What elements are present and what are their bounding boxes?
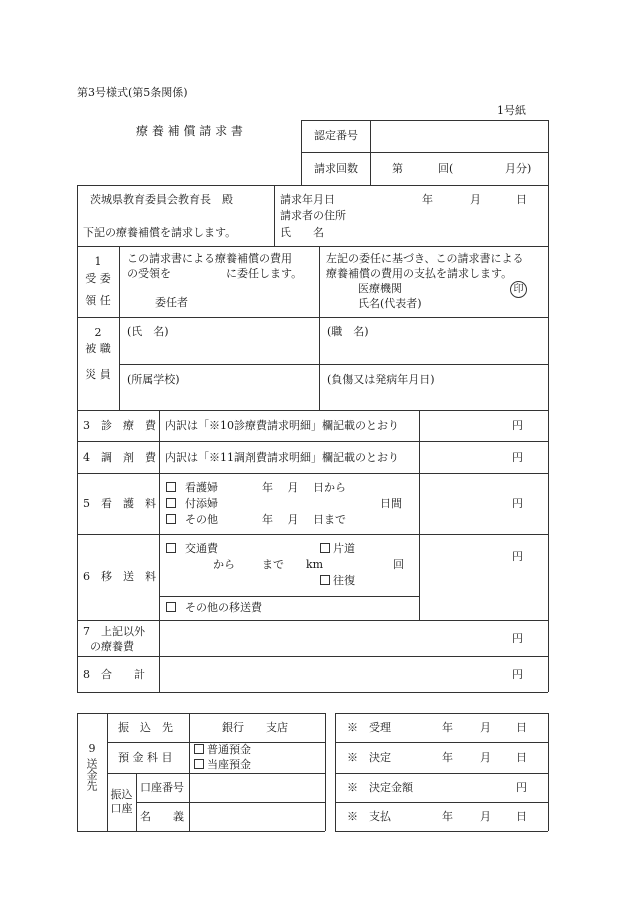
roundtrip-label: 往復 xyxy=(333,574,355,587)
paid-year: 年 xyxy=(442,810,453,823)
transport-km: km xyxy=(306,558,324,571)
current-deposit-label: 当座預金 xyxy=(207,758,251,771)
attendant-checkbox-row[interactable] xyxy=(166,497,218,510)
claim-date-month: 月 xyxy=(470,193,481,206)
seal-mark: 印 xyxy=(510,281,527,298)
attendant-checkbox[interactable] xyxy=(166,498,176,508)
paid-day: 日 xyxy=(516,810,527,823)
delegation-right-text-1: 左記の委任に基づき、この請求書による xyxy=(326,252,524,265)
ordinary-deposit-row[interactable] xyxy=(194,743,251,756)
claim-date-label: 請求年月日 xyxy=(280,193,335,206)
received-year: 年 xyxy=(442,721,453,734)
delegation-number: 1 xyxy=(94,255,102,268)
injured-number: 2 xyxy=(94,326,102,339)
injured-name-label: (氏 名) xyxy=(127,325,169,338)
delegation-label-1: 受 委 xyxy=(85,272,111,285)
injury-date-label: (負傷又は発病年月日) xyxy=(327,373,435,386)
claimant-name-label: 氏 名 xyxy=(280,226,324,239)
medical-fee-unit: 円 xyxy=(512,419,523,432)
delegation-label-2: 領 任 xyxy=(85,294,111,307)
claim-date-day: 日 xyxy=(516,193,527,206)
nursing-fee-unit: 円 xyxy=(512,497,523,510)
nurse-checkbox[interactable] xyxy=(166,482,176,492)
oneway-label: 片道 xyxy=(333,542,355,555)
claim-count-no: 第 xyxy=(392,162,403,175)
injured-label-2: 災 員 xyxy=(85,368,111,381)
total-label: 8 合 計 xyxy=(83,668,145,681)
sheet-number: 1号紙 xyxy=(497,104,526,117)
deposit-type-label: 預 金 科 目 xyxy=(118,751,173,764)
transport-times: 回 xyxy=(393,558,404,571)
received-month: 月 xyxy=(480,721,491,734)
other-transport-label: その他の移送費 xyxy=(185,601,262,614)
decided-amount-unit: 円 xyxy=(516,781,527,794)
account-number-label: 口座番号 xyxy=(140,781,184,794)
other-nursing-checkbox[interactable] xyxy=(166,514,176,524)
other-fee-label-1: 7 上記以外 xyxy=(83,625,145,638)
transfer-account-label-1: 振込 xyxy=(110,788,133,801)
delegation-left-text-1: この請求書による療養補償の費用 xyxy=(127,252,292,265)
claim-statement: 下記の療養補償を請求します。 xyxy=(83,226,237,239)
form-number: 第3号様式(第5条関係) xyxy=(77,86,188,99)
injured-label-1: 被 職 xyxy=(85,342,111,355)
transfer-to-label: 振 込 先 xyxy=(118,721,173,734)
oneway-checkbox[interactable] xyxy=(320,543,330,553)
transit-label: 交通費 xyxy=(185,542,218,555)
ordinary-deposit-label: 普通預金 xyxy=(207,743,251,756)
roundtrip-checkbox-row[interactable] xyxy=(320,574,355,587)
injured-position-label: (職 名) xyxy=(327,325,369,338)
other-transport-checkbox-row[interactable] xyxy=(166,601,262,614)
bank-branch-label: 銀行 支店 xyxy=(222,721,288,734)
other-nursing-checkbox-row[interactable] xyxy=(166,513,218,526)
nursing-from-date: 年 月 日から xyxy=(262,481,346,494)
addressee-line: 茨城県教育委員会教育長 殿 xyxy=(90,193,233,206)
decided-year: 年 xyxy=(442,751,453,764)
claim-count-month: 月分) xyxy=(505,162,532,175)
transit-checkbox-row[interactable] xyxy=(166,542,218,555)
total-unit: 円 xyxy=(512,668,523,681)
medical-fee-label: 3 診 療 費 xyxy=(83,419,156,432)
received-day: 日 xyxy=(516,721,527,734)
delegation-right-text-2: 療養補償の費用の支払を請求します。 xyxy=(326,267,513,280)
other-fee-unit: 円 xyxy=(512,632,523,645)
transport-fee-unit: 円 xyxy=(512,550,523,563)
cert-number-value[interactable] xyxy=(375,129,543,142)
delegator-label: 委任者 xyxy=(155,296,188,309)
nurse-label: 看護婦 xyxy=(185,481,218,494)
remittance-label: 送金先 xyxy=(85,758,98,791)
received-label: ※ 受理 xyxy=(347,721,391,734)
decided-month: 月 xyxy=(480,751,491,764)
claim-count-times: 回( xyxy=(438,162,454,175)
transfer-account-label-2: 口座 xyxy=(110,802,133,815)
transport-from: から xyxy=(213,558,235,571)
nursing-to-date: 年 月 日まで xyxy=(262,513,346,526)
paid-label: ※ 支払 xyxy=(347,810,391,823)
other-fee-label-2: の療養費 xyxy=(90,640,134,653)
medical-fee-detail: 内訳は「※10診療費請求明細」欄記載のとおり xyxy=(165,419,399,432)
other-nursing-label: その他 xyxy=(185,513,218,526)
other-transport-checkbox[interactable] xyxy=(166,602,176,612)
claim-date-year: 年 xyxy=(422,193,433,206)
claimant-address-label: 請求者の住所 xyxy=(280,209,346,222)
pharmacy-fee-detail: 内訳は「※11調剤費請求明細」欄記載のとおり xyxy=(165,451,399,464)
roundtrip-checkbox[interactable] xyxy=(320,575,330,585)
claim-count-label: 請求回数 xyxy=(314,162,358,175)
injured-school-label: (所属学校) xyxy=(127,373,180,386)
pharmacy-fee-unit: 円 xyxy=(512,451,523,464)
transport-fee-label: 6 移 送 料 xyxy=(83,570,156,583)
decided-label: ※ 決定 xyxy=(347,751,391,764)
nursing-fee-label: 5 看 護 料 xyxy=(83,497,156,510)
attendant-label: 付添婦 xyxy=(185,497,218,510)
cert-number-label: 認定番号 xyxy=(314,129,358,142)
nursing-days: 日間 xyxy=(380,497,402,510)
oneway-checkbox-row[interactable] xyxy=(320,542,355,555)
paid-month: 月 xyxy=(480,810,491,823)
transit-checkbox[interactable] xyxy=(166,543,176,553)
transport-until: まで xyxy=(262,558,284,571)
current-deposit-checkbox[interactable] xyxy=(194,759,204,769)
ordinary-deposit-checkbox[interactable] xyxy=(194,744,204,754)
form-title: 療 養 補 償 請 求 書 xyxy=(136,124,243,138)
medical-institution-label: 医療機関 xyxy=(358,282,402,295)
remittance-number: 9 xyxy=(88,742,96,755)
decided-day: 日 xyxy=(516,751,527,764)
delegation-left-text-2: の受領を に委任します。 xyxy=(127,267,303,280)
decided-amount-label: ※ 決定金額 xyxy=(347,781,413,794)
current-deposit-row[interactable] xyxy=(194,758,251,771)
account-holder-label: 名 義 xyxy=(140,810,184,823)
representative-label: 氏名(代表者) xyxy=(358,297,422,310)
nurse-checkbox-row[interactable] xyxy=(166,481,218,494)
pharmacy-fee-label: 4 調 剤 費 xyxy=(83,451,156,464)
